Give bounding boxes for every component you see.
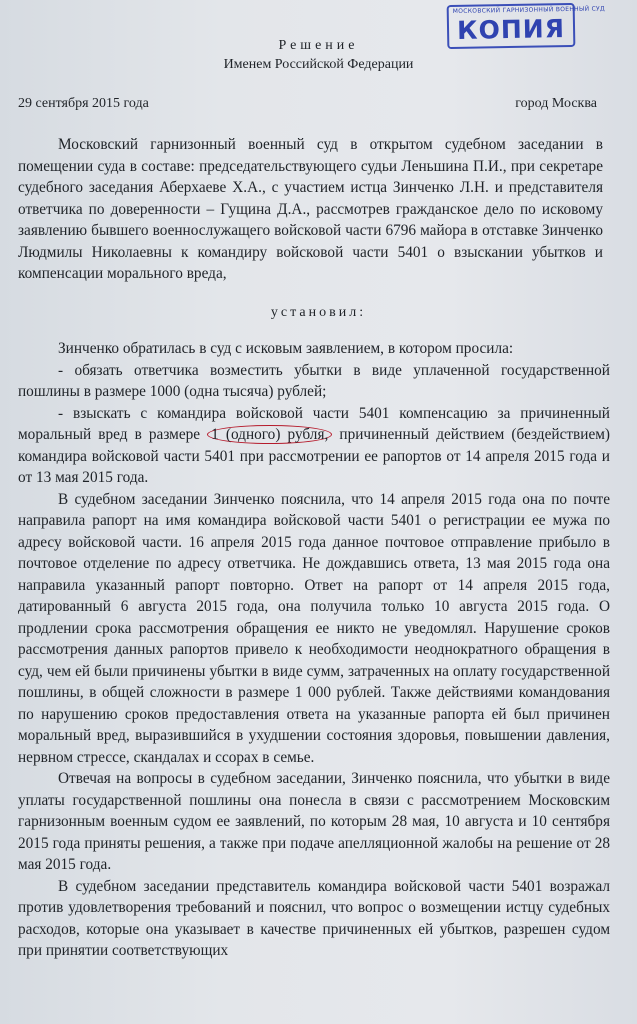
paragraph-claim-1: - обязать ответчика возместить убытки в виде уплаченной государственной пошлины в размере 1000 (одна тысяча) рублей; xyxy=(18,361,610,400)
document-city: город Москва xyxy=(515,96,597,111)
paragraph-claim-2 xyxy=(18,403,610,489)
intro-paragraph xyxy=(18,134,603,285)
circled-amount: 1 (одного) рубля, xyxy=(207,425,332,444)
paragraph-plaintiff-answers: Отвечая на вопросы в судебном заседании, Зинченко пояснила, что убытки в виде уплаты государственной пошлины она понесла в связи с рассмотрением Московским гарнизонным военным судом ее заявлений, по которым 28 мая, 10 августа и 10 сентября 2015 года приняты решения, а также при подаче апелляционной жалобы на решение от 28 мая 2015 года. xyxy=(18,770,610,873)
claim-2-text-after: причиненный действием (бездействием) командира войсковой части 5401 при рассмотрении ее рапортов от 14 апреля 2015 года и от 13 мая 2015 года. xyxy=(18,426,611,486)
paragraph-claim-intro: Зинченко обратилась в суд с исковым заявлением, в котором просила: xyxy=(58,340,514,357)
document-title: Решение xyxy=(278,38,359,53)
document-body xyxy=(18,338,610,962)
document-subtitle: Именем Российской Федерации xyxy=(223,57,414,72)
stamp-court-name: МОСКОВСКИЙ ГАРНИЗОННЫЙ ВОЕННЫЙ СУД xyxy=(452,5,606,16)
paragraph-defendant-position: В судебном заседании представитель командира войсковой части 5401 возражал против удовлетворения требований и пояснил, что вопрос о возмещении истцу судебных расходов, которые она указывает в качестве причиненных ей убытков, разрешен судом при принятии соответствующих xyxy=(18,877,610,959)
stamp-label: КОПИЯ xyxy=(456,14,566,45)
intro-text: Московский гарнизонный военный суд в открытом судебном заседании в помещении суда в составе: председательствующего судьи Леньшина П.И., при секретаре судебного заседания Аберхаеве Х.А., с участием истца Зинченко Л.Н. и представителя ответчика по доверенности – Гущина Д.А., рассмотрев гражданское дело по исковому заявлению бывшего военнослужащего войсковой части 6796 майора в отставке Зинченко Людмилы Николаевны к командиру войсковой части 5401 о взыскании убытков и компенсации морального вреда, xyxy=(18,136,603,282)
verdict-heading: установил: xyxy=(270,305,367,320)
document-date: 29 сентября 2015 года xyxy=(18,96,149,111)
paragraph-plaintiff-explanation: В судебном заседании Зинченко пояснила, что 14 апреля 2015 года она по почте направила рапорт на имя командира войсковой части 5401 о регистрации ее мужа по адресу войсковой части. 16 апреля 2015 года данное почтовое отправление прибыло в почтовое отделение по адресу ответчика. Не дождавшись ответа, 13 мая 2015 года она направила указанный рапорт повторно. Ответ на рапорт от 14 апреля 2015 года, датированный 6 августа 2015 года, она получила только 10 августа 2015 года. О продлении срока рассмотрения обращения ее никто не уведомлял. Нарушение сроков рассмотрения данных рапортов привело к необходимости неоднократного обращения в суд, чем ей были причинены убытки в виде сумм, затраченных на оплату государственной пошлины, в общей сложности в размере 1 000 рублей. Также действиями командования по нарушению сроков предоставления ответа на указанные рапорта ей был причинен моральный вред, выразившийся в ухудшении состояния здоровья, повышении давления, нервном стрессе, скандалах и ссорах в семье. xyxy=(18,490,610,766)
claim-2-text-before: - взыскать с командира войсковой части 5401 компенсацию за причиненный моральный вред в размере xyxy=(18,404,610,443)
